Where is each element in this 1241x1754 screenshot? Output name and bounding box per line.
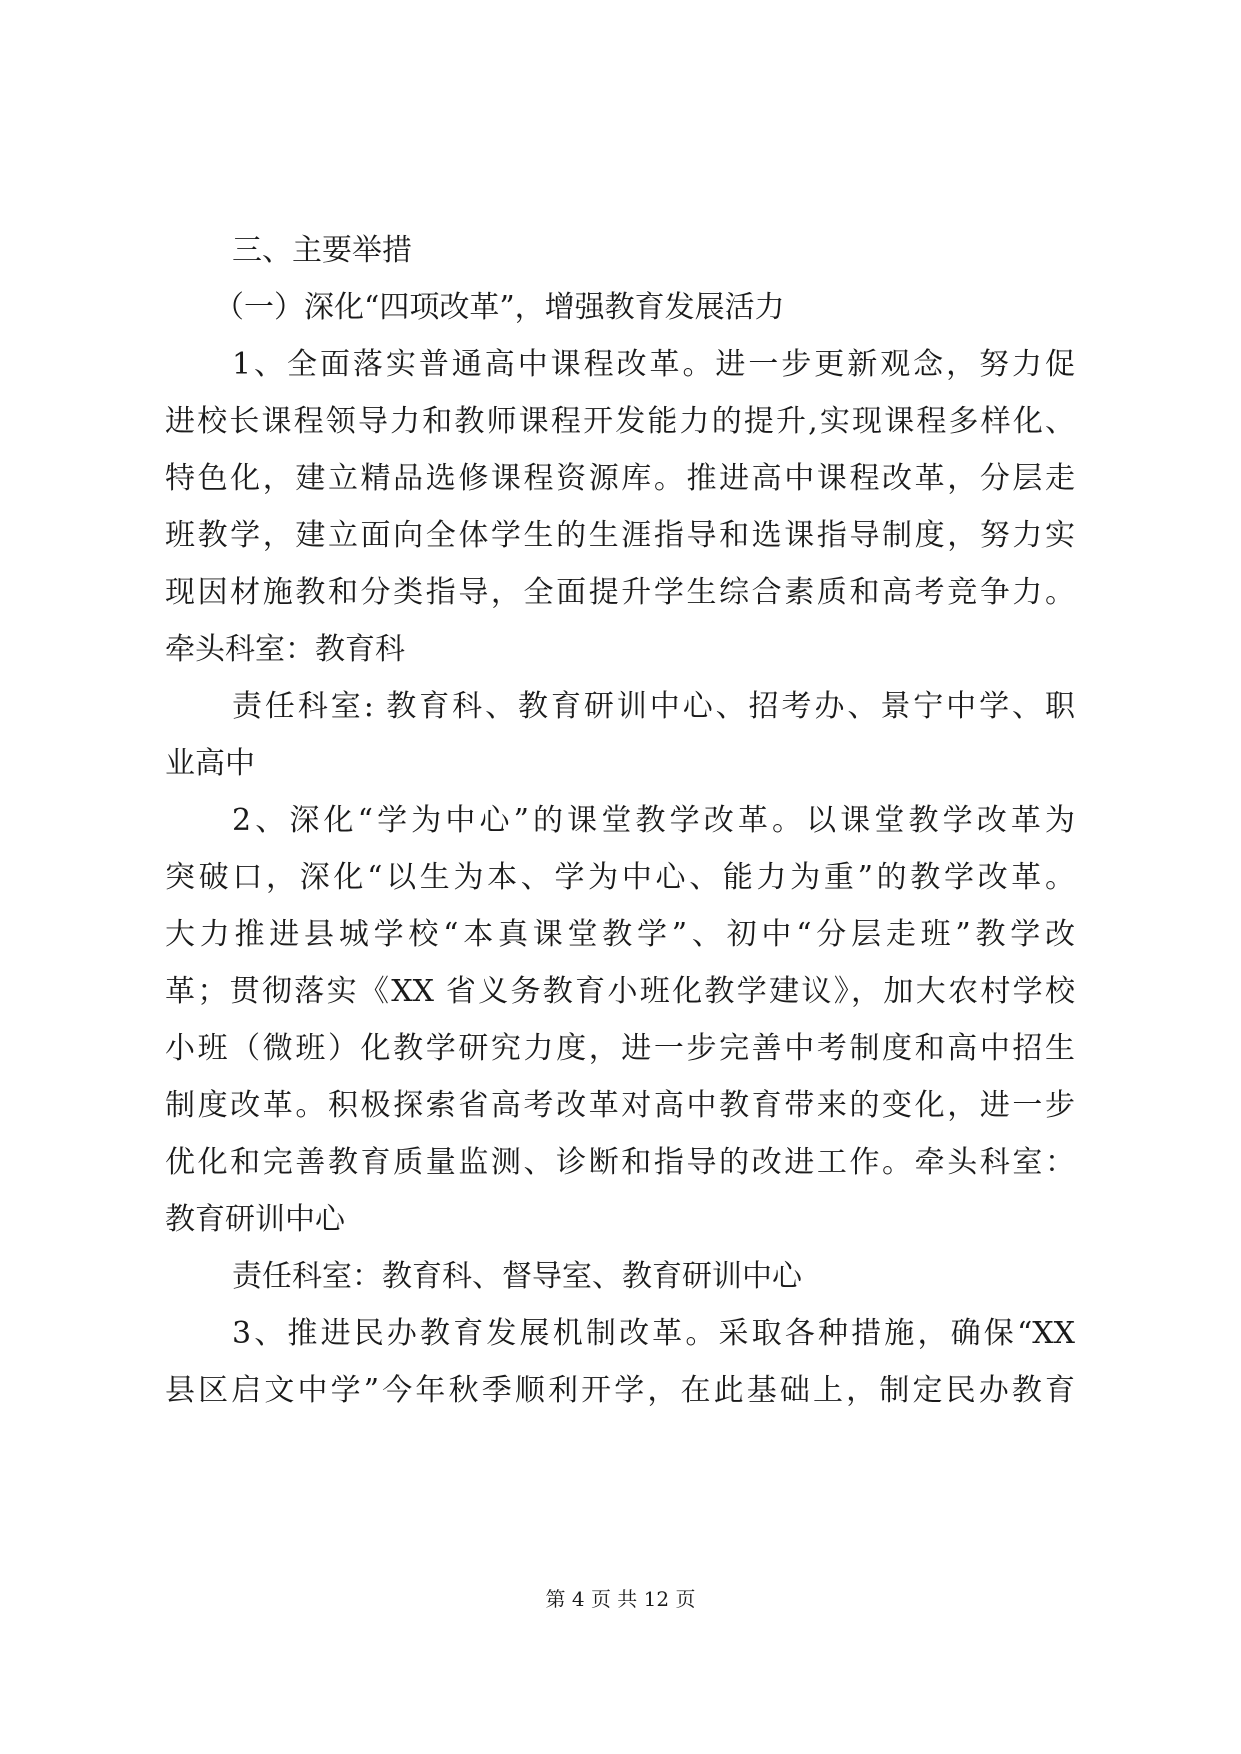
page-number-footer: 第 4 页 共 12 页 [545, 1587, 696, 1611]
paragraph-line: 2、深化“学为中心”的课堂教学改革。以课堂教学改革为 [232, 803, 1075, 838]
paragraph-line: 制度改革。积极探索省高考改革对高中教育带来的变化，进一步 [165, 1088, 1075, 1123]
paragraph-line: 责任科室：教育科、督导室、教育研训中心 [232, 1259, 802, 1294]
paragraph-item-2 [165, 792, 1075, 1248]
paragraph-line: 现因材施教和分类指导，全面提升学生综合素质和高考竞争力。 [165, 575, 1075, 610]
paragraph-line: 教育研训中心 [165, 1202, 345, 1237]
paragraph-line: 优化和完善教育质量监测、诊断和指导的改进工作。牵头科室： [165, 1145, 1075, 1180]
responsible-item-1 [165, 678, 1075, 792]
paragraph-line: 牵头科室：教育科 [165, 632, 405, 667]
document-body [165, 222, 1075, 1419]
paragraph-line: 县区启文中学”今年秋季顺利开学，在此基础上，制定民办教育 [165, 1373, 1075, 1408]
paragraph-line: 大力推进县城学校“本真课堂教学”、初中“分层走班”教学改 [165, 917, 1075, 952]
paragraph-line: 班教学，建立面向全体学生的生涯指导和选课指导制度，努力实 [165, 518, 1075, 553]
paragraph-line: 责任科室: 教育科、教育研训中心、招考办、景宁中学、职 [232, 689, 1075, 724]
paragraph-line: 进校长课程领导力和教师课程开发能力的提升,实现课程多样化、 [165, 404, 1075, 439]
responsible-item-2 [165, 1248, 1075, 1305]
paragraph-line: 3、推进民办教育发展机制改革。采取各种措施，确保“XX [232, 1316, 1075, 1351]
paragraph-item-3 [165, 1305, 1075, 1419]
paragraph-line: 特色化，建立精品选修课程资源库。推进高中课程改革，分层走 [165, 461, 1075, 496]
paragraph-line: 小班（微班）化教学研究力度，进一步完善中考制度和高中招生 [165, 1031, 1075, 1066]
paragraph-item-1 [165, 336, 1075, 678]
paragraph-line: 革；贯彻落实《XX 省义务教育小班化教学建议》，加大农村学校 [165, 974, 1075, 1009]
paragraph-line: 1、全面落实普通高中课程改革。进一步更新观念，努力促 [232, 347, 1075, 382]
paragraph-line: 业高中 [165, 746, 255, 781]
section-heading: 三、主要举措 [232, 233, 412, 268]
sub-heading: （一）深化“四项改革”，增强教育发展活力 [214, 290, 785, 325]
paragraph-line: 突破口，深化“以生为本、学为中心、能力为重”的教学改革。 [165, 860, 1075, 895]
